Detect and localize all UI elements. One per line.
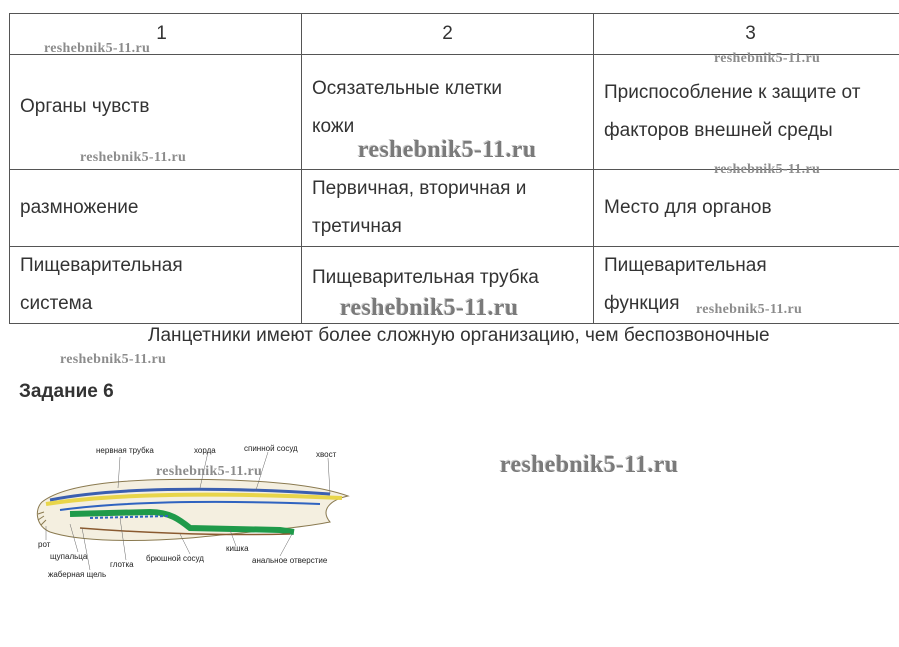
cell-text: Пищеварительная функция — [604, 255, 767, 314]
conclusion-text: Ланцетники имеют более сложную организацию, чем беспозвоночные — [148, 325, 770, 346]
table-cell — [594, 247, 899, 324]
table-row — [10, 55, 899, 170]
header-label: 1 — [156, 23, 167, 44]
label-neural-tube: нервная трубка — [96, 446, 154, 455]
watermark: reshebnik5-11.ru — [60, 352, 167, 367]
table-cell — [10, 247, 302, 324]
watermark: reshebnik5-11.ru — [714, 162, 821, 177]
cell-text: Первичная, вторичная и третичная — [312, 178, 527, 237]
header-cell-2 — [302, 14, 594, 55]
header-cell-3 — [594, 14, 899, 66]
label-ventral-vessel: брюшной сосуд — [146, 554, 204, 563]
cell-text: Осязательные клетки кожи — [312, 78, 503, 137]
label-anal-opening: анальное отверстие — [252, 556, 328, 565]
task-heading: Задание 6 — [19, 381, 114, 402]
table-cell — [10, 170, 302, 247]
header-cell-1 — [10, 14, 302, 55]
watermark: reshebnik5-11.ru — [44, 41, 151, 56]
header-label: 2 — [442, 23, 453, 44]
table-row — [10, 247, 899, 324]
label-dorsal-vessel: спинной сосуд — [244, 444, 298, 453]
label-gill-slit: жаберная щель — [48, 570, 107, 579]
lancelet-illustration — [30, 440, 360, 590]
cell-text: Место для органов — [604, 197, 772, 218]
table-cell — [10, 55, 302, 170]
cell-text: Приспособление к защите от факторов внешней среды — [604, 82, 861, 141]
watermark: reshebnik5-11.ru — [340, 295, 519, 321]
comparison-table — [9, 13, 899, 324]
label-tentacles: щупальца — [50, 552, 88, 561]
lancelet-diagram — [30, 440, 360, 590]
label-pharynx: глотка — [110, 560, 134, 569]
watermark: reshebnik5-11.ru — [156, 464, 263, 479]
cell-text: Органы чувств — [20, 96, 150, 117]
header-label: 3 — [745, 23, 756, 44]
label-intestine: кишка — [226, 544, 249, 553]
table-cell — [302, 247, 594, 324]
watermark: reshebnik5-11.ru — [358, 137, 537, 163]
cell-text: Пищеварительная система — [20, 255, 183, 314]
table-cell — [594, 55, 899, 177]
table-row — [10, 170, 899, 247]
table-cell — [594, 170, 899, 247]
watermark: reshebnik5-11.ru — [500, 452, 679, 478]
table-cell — [302, 170, 594, 247]
label-mouth: рот — [38, 540, 51, 549]
watermark: reshebnik5-11.ru — [714, 51, 821, 66]
watermark: reshebnik5-11.ru — [80, 150, 187, 165]
cell-text: размножение — [20, 197, 139, 218]
watermark: reshebnik5-11.ru — [696, 302, 803, 317]
cell-text: Пищеварительная трубка — [312, 267, 539, 288]
label-chord: хорда — [194, 446, 216, 455]
table-header-row — [10, 14, 899, 55]
label-tail: хвост — [316, 450, 337, 459]
table-cell — [302, 55, 594, 170]
